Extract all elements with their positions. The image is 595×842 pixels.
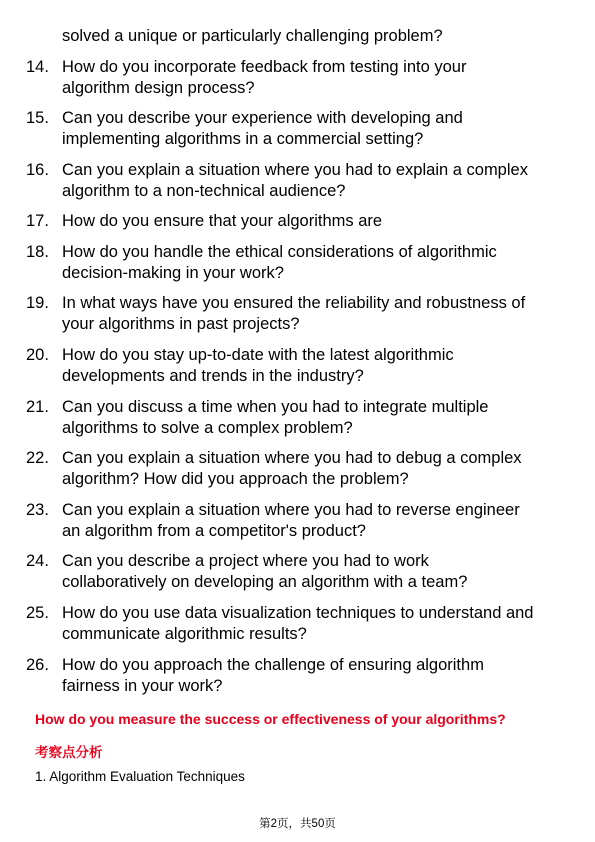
list-item-text: How do you ensure that your algorithms are [62,212,383,230]
list-item-text: How do you incorporate feedback from testing into your algorithm design process? [62,58,467,97]
list-item-text: solved a unique or particularly challenging problem? [62,27,443,45]
analysis-item: 1. Algorithm Evaluation Techniques [35,769,245,784]
list-item-number: 14. [26,58,49,76]
list-item-text: Can you describe a project where you had to work collaboratively on developing an algorithm with a team? [62,552,468,591]
list-item-number: 24. [26,552,49,570]
list-item-text: Can you explain a situation where you had to debug a complex algorithm? How did you approach the problem? [62,449,522,488]
list-item-text: How do you handle the ethical considerations of algorithmic decision-making in your work? [62,243,497,282]
list-item-text: Can you describe your experience with developing and implementing algorithms in a commercial setting? [62,109,463,148]
list-item-number: 17. [26,212,49,230]
list-item-text: In what ways have you ensured the reliability and robustness of your algorithms in past projects? [62,294,526,333]
list-item-number: 23. [26,501,49,519]
list-item-number: 25. [26,604,49,622]
list-item-number: 18. [26,243,49,261]
list-item-number: 19. [26,294,49,312]
list-item-text: Can you discuss a time when you had to integrate multiple algorithms to solve a complex problem? [62,398,489,437]
highlight-question: How do you measure the success or effectiveness of your algorithms? [35,711,506,727]
list-item-text: How do you use data visualization techniques to understand and communicate algorithmic results? [62,604,534,643]
list-item-text: How do you stay up-to-date with the latest algorithmic developments and trends in the industry? [62,346,454,385]
list-item-text: Can you explain a situation where you had to explain a complex algorithm to a non-technical audience? [62,161,528,200]
list-item-text: Can you explain a situation where you had to reverse engineer an algorithm from a competitor's product? [62,501,520,540]
list-item-number: 16. [26,161,49,179]
list-item-number: 20. [26,346,49,364]
list-item-number: 22. [26,449,49,467]
list-item-text: How do you approach the challenge of ensuring algorithm fairness in your work? [62,656,484,695]
list-item-number: 26. [26,656,49,674]
page-footer: 第2页，共50页 [259,818,336,830]
list-item-number: 21. [26,398,49,416]
list-item-number: 15. [26,109,49,127]
section-heading: 考察点分析 [35,745,103,760]
